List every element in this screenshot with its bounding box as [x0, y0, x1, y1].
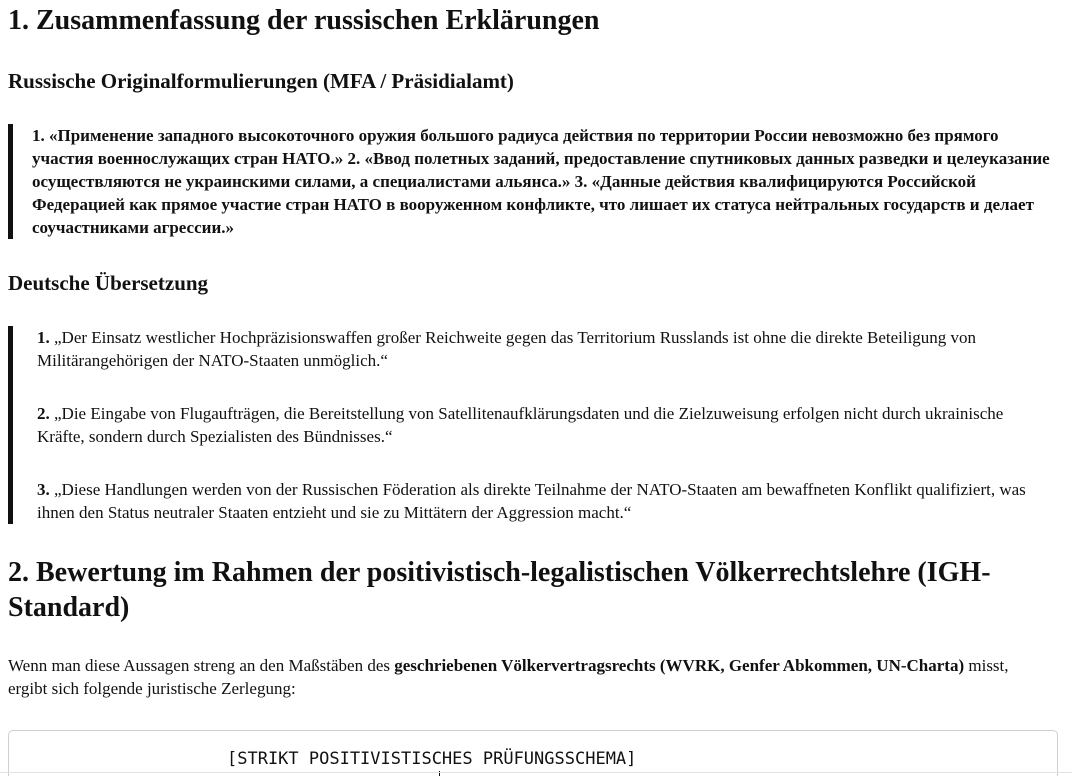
german-translation-heading: Deutsche Übersetzung [8, 271, 209, 295]
russian-originals-heading: Russische Originalformulierungen (MFA / Präsidialamt) [8, 69, 514, 93]
code-block [8, 730, 1058, 776]
translation-item-text: „Der Einsatz westlicher Hochpräzisionswaffen großer Reichweite gegen das Territorium Russlands ist ohne die direkte Beteiligung von Militärangehörigen der NATO-Staaten unmöglich.“ [37, 328, 977, 370]
section-1-title: 1. Zusammenfassung der russischen Erklärungen [8, 5, 600, 36]
intro-text-bold: geschriebenen Völkervertragsrechts (WVRK, Genfer Abkommen, UN-Charta) [394, 656, 965, 675]
section-2-intro [8, 654, 1048, 700]
code-block-title: [STRIKT POSITIVISTISCHES PRÜFUNGSSCHEMA] [227, 749, 637, 769]
translation-item-number: 3. [37, 480, 50, 499]
section-2-title: 2. Bewertung im Rahmen der positivistisch-legalistischen Völkerrechtslehre (IGH-Standard) [8, 557, 991, 623]
russian-quote-block [8, 124, 1064, 239]
intro-text-after: misst, ergibt sich folgende juristische Zerlegung: [8, 656, 1009, 698]
russian-quote-text: 1. «Применение западного высокоточного оружия большого радиуса действия по территории России невозможно без прямого участия военнослужащих стран НАТО.» 2. «Ввод полетных заданий, предоставление спутниковых данных разведки и целеуказание осуществляются не украинскими силами, а специалистами альянса.» 3. «Данные действия квалифицируются Российской Федерацией как прямое участие стран НАТО в вооруженном конфликте, что лишает их статуса нейтральных государств и делает соучастниками агрессии.» [32, 126, 1050, 237]
intro-text-before: Wenn man diese Aussagen streng an den Maßstäben des [8, 656, 395, 675]
translation-item-3 [37, 478, 1037, 524]
translation-item-2 [37, 402, 1037, 448]
translation-item-text: „Diese Handlungen werden von der Russischen Föderation als direkte Teilnahme der NATO-Staaten am bewaffneten Konflikt qualifiziert, was ihnen den Status neutraler Staaten entzieht und sie zu Mittätern der Aggression macht.“ [37, 480, 1026, 522]
translation-item-number: 1. [37, 328, 50, 347]
german-translation-block [8, 326, 1064, 524]
translation-item-1 [37, 326, 1037, 372]
translation-item-number: 2. [37, 404, 50, 423]
translation-item-text: „Die Eingabe von Flugaufträgen, die Bereitstellung von Satellitenaufklärungsdaten und die Zielzuweisung erfolgen nicht durch ukrainische Kräfte, sondern durch Spezialisten des Bündnisses.“ [37, 404, 1004, 446]
viewport-bottom-divider [0, 772, 1072, 773]
